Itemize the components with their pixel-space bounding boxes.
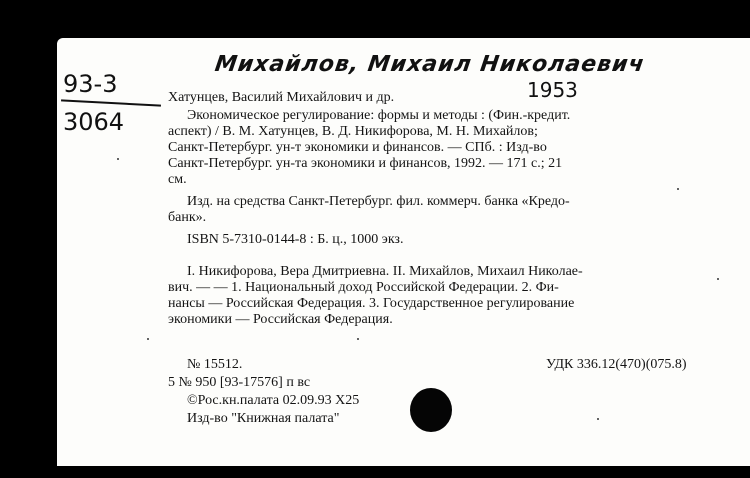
record-number: № 15512. bbox=[187, 357, 243, 372]
dust-speck bbox=[717, 278, 719, 280]
title-line-3: Санкт-Петербург. ун-т экономики и финансов. — СПб. : Изд-во bbox=[168, 140, 547, 155]
publishing-house-line: Изд-во "Книжная палата" bbox=[187, 411, 340, 426]
catalog-card bbox=[57, 38, 750, 466]
shelf-mark-bottom: 3064 bbox=[63, 108, 125, 136]
title-line-2: аспект) / В. М. Хатунцев, В. Д. Никифорова, М. Н. Михайлов; bbox=[168, 124, 538, 139]
shelf-mark-top: 93-3 bbox=[63, 70, 118, 98]
subject-line-3: нансы — Российская Федерация. 3. Государственное регулирование bbox=[168, 296, 575, 311]
shelf-mark-divider bbox=[61, 99, 161, 106]
title-line-5: см. bbox=[168, 172, 187, 187]
title-line-4: Санкт-Петербург. ун-та экономики и финансов, 1992. — 171 с.; 21 bbox=[168, 156, 563, 171]
publisher-note-line-2: банк». bbox=[168, 210, 207, 225]
dust-speck bbox=[117, 158, 119, 160]
ink-stain bbox=[410, 388, 452, 432]
handwritten-author-name: Михайлов, Михаил Николаевич bbox=[213, 52, 647, 77]
dust-speck bbox=[597, 418, 599, 420]
author-heading: Хатунцев, Василий Михайлович и др. bbox=[168, 90, 395, 105]
publisher-note-line-1: Изд. на средства Санкт-Петербург. фил. коммерч. банка «Кредо- bbox=[187, 194, 570, 209]
book-chamber-line: ©Рос.кн.палата 02.09.93 Х25 bbox=[187, 393, 360, 408]
subject-line-4: экономики — Российская Федерация. bbox=[168, 312, 393, 327]
dust-speck bbox=[147, 338, 149, 340]
dust-speck bbox=[677, 188, 679, 190]
subject-line-2: вич. — — 1. Национальный доход Российской Федерации. 2. Фи- bbox=[168, 280, 559, 295]
handwritten-year: 1953 bbox=[527, 78, 578, 102]
subject-line-1: I. Никифорова, Вера Дмитриевна. II. Михайлов, Михаил Николае- bbox=[187, 264, 583, 279]
stamp-line: 5 № 950 [93-17576] п вс bbox=[168, 375, 311, 390]
dust-speck bbox=[357, 338, 359, 340]
title-line-1: Экономическое регулирование: формы и методы : (Фин.-кредит. bbox=[187, 108, 571, 123]
udk-code: УДК 336.12(470)(075.8) bbox=[546, 357, 687, 372]
isbn-line: ISBN 5-7310-0144-8 : Б. ц., 1000 экз. bbox=[187, 232, 404, 247]
